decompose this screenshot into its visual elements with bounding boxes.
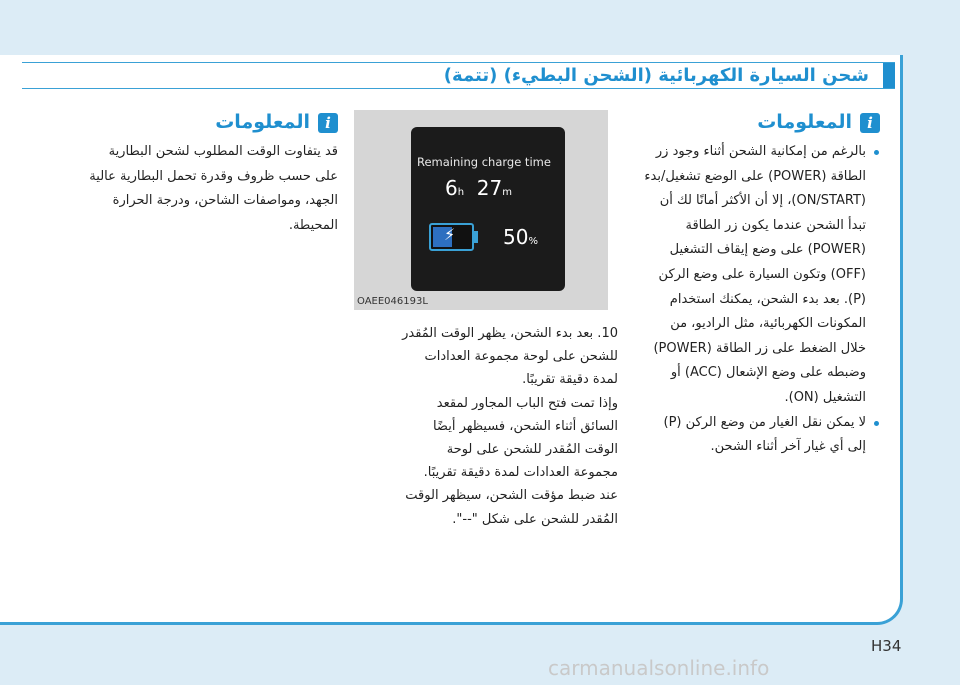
minutes-value: 27 [476,176,503,200]
info-note-left: قد يتفاوت الوقت المطلوب لشحن البطارية على حسب ظروف وقدرة تحمل البطارية عالية الجهد، ومواصفات الشاحن، ودرجة الحرارة المحيطة. [89,144,338,233]
section-title: شحن السيارة الكهربائية (الشحن البطيء) (تتمة) [443,65,869,86]
page-number: H34 [871,637,902,655]
charging-bolt-icon: ⚡ [444,225,456,244]
cluster-figure [354,110,608,310]
minutes-unit: m [502,187,512,198]
percent-unit: % [528,236,538,247]
info-heading-right [640,112,880,136]
bullet-list [642,140,880,460]
info-heading-left [86,112,338,136]
remaining-time [445,176,512,200]
step-paragraph: 10. بعد بدء الشحن، يظهر الوقت المُقدر للشحن على لوحة مجموعة العدادات لمدة دقيقة تقريبًا. [402,326,618,388]
hours-unit: h [457,187,465,198]
cluster-display [411,127,565,291]
charge-percent [503,225,538,249]
hours-value: 6 [445,176,458,200]
figure-code: OAEE046193L [357,296,428,307]
display-title: Remaining charge time [417,155,551,169]
bullet-item: بالرغم من إمكانية الشحن أثناء وجود زر الطاقة (POWER) على الوضع تشغيل/بدء (ON/START)، إلا أن الأكثر أمانًا لك أن تبدأ الشحن عندما يكون زر الطاقة (POWER) على وضع إيقاف التشغيل (OFF) وتكون السيارة على وضع الركن (P). بعد بدء الشحن، يمكنك استخدام المكونات الكهربائية، مثل الراديو، من خلال الضغط على زر الطاقة (POWER) وضبطه على وضع الإشعال (ACC) أو التشغيل (ON). [642,140,866,411]
bullet-item: لا يمكن نقل الغيار من وضع الركن (P) إلى أي غيار آخر أثناء الشحن. [642,411,866,460]
step-paragraph: وإذا تمت فتح الباب المجاور لمقعد السائق أثناء الشحن، فسيظهر أيضًا الوقت المُقدر للشحن على لوحة مجموعة العدادات لمدة دقيقة تقريبًا. [423,395,618,481]
watermark: carmanualsonline.info [548,656,770,680]
battery-cap [474,231,478,243]
info-note-right [642,140,880,460]
section-title-bar [22,62,895,89]
header-band [0,0,903,55]
middle-text [400,322,618,531]
info-label: المعلومات [757,111,852,133]
info-icon: i [318,113,338,133]
info-icon: i [860,113,880,133]
title-accent [883,63,895,88]
info-label: المعلومات [215,111,310,133]
percent-value: 50 [503,225,529,249]
step-paragraph: عند ضبط مؤقت الشحن، سيظهر الوقت المُقدر للشحن على شكل "--". [405,488,618,527]
